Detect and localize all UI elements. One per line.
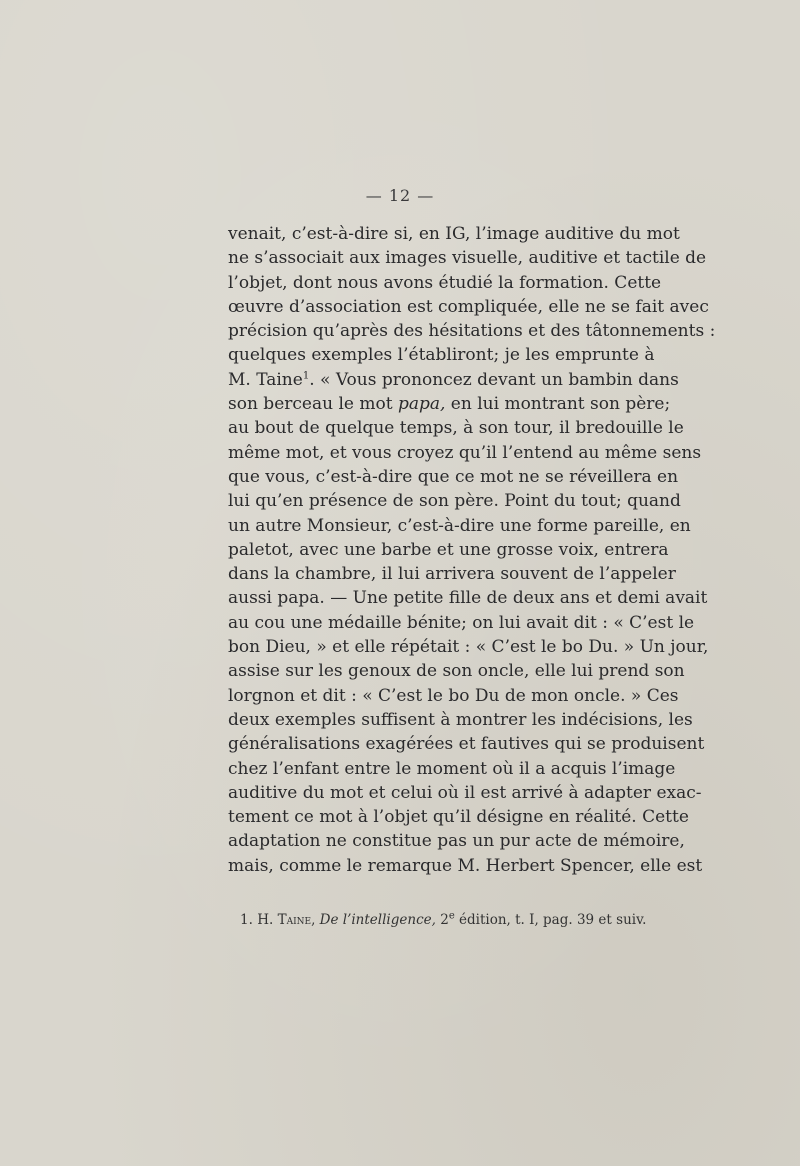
text-line: l’objet, dont nous avons étudié la formation. Cette bbox=[228, 272, 662, 293]
text-line: précision qu’après des hésitations et des tâtonnements : bbox=[228, 321, 716, 342]
footnote-rest: édition, t. I, pag. 39 et suiv. bbox=[454, 912, 647, 928]
text-line: ne s’associait aux images visuelle, auditive et tactile de bbox=[228, 248, 707, 269]
text-line: un autre Monsieur, c’est-à-dire une forme pareille, en bbox=[228, 515, 691, 536]
text-line: adaptation ne constitue pas un pur acte de mémoire, bbox=[228, 831, 685, 852]
text-line: quelques exemples l’établiront; je les emprunte à bbox=[228, 345, 655, 366]
text-line: au bout de quelque temps, à son tour, il bredouille le bbox=[228, 418, 684, 439]
page-number: — 12 — bbox=[365, 186, 435, 205]
text-line: lui qu’en présence de son père. Point du tout; quand bbox=[228, 491, 681, 512]
text-line: deux exemples suffisent à montrer les indécisions, les bbox=[228, 709, 693, 730]
text-line: dans la chambre, il lui arrivera souvent de l’appeler bbox=[228, 564, 676, 585]
text-line: même mot, et vous croyez qu’il l’entend au même sens bbox=[228, 442, 702, 463]
italic-word: papa, bbox=[397, 394, 446, 415]
footnote-number: 1. bbox=[240, 912, 253, 928]
text-line: auditive du mot et celui où il est arrivé à adapter exac- bbox=[228, 782, 702, 803]
text-line: chez l’enfant entre le moment où il a acquis l’image bbox=[228, 758, 676, 779]
text-segment: en lui montrant son père; bbox=[445, 394, 671, 415]
footnote-edition-suffix: e bbox=[448, 910, 455, 922]
footnote-edition: 2 bbox=[440, 912, 449, 928]
text-line: lorgnon et dit : « C’est le bo Du de mon oncle. » Ces bbox=[228, 685, 679, 706]
text-line: généralisations exagérées et fautives qui se produisent bbox=[228, 734, 705, 755]
text-line: paletot, avec une barbe et une grosse voix, entrera bbox=[228, 539, 669, 560]
text-line: au cou une médaille bénite; on lui avait dit : « C’est le bbox=[228, 612, 695, 633]
text-line: que vous, c’est-à-dire que ce mot ne se réveillera en bbox=[228, 466, 679, 487]
text-line: assise sur les genoux de son oncle, elle lui prend son bbox=[228, 661, 685, 682]
text-line-with-footnote-ref bbox=[228, 368, 679, 392]
text-line: bon Dieu, » et elle répétait : « C’est le bo Du. » Un jour, bbox=[228, 637, 709, 658]
text-line: aussi papa. — Une petite fille de deux ans et demi avait bbox=[228, 588, 708, 609]
text-segment: son berceau le mot bbox=[228, 394, 393, 415]
footnote-reference: 1 bbox=[302, 370, 310, 382]
text-line-with-italic bbox=[228, 392, 671, 416]
text-segment: . « Vous prononcez devant un bambin dans bbox=[309, 369, 679, 390]
footnote bbox=[240, 912, 660, 928]
text-segment: M. Taine bbox=[228, 369, 303, 390]
text-line: œuvre d’association est compliquée, elle ne se fait avec bbox=[228, 296, 709, 317]
footnote-title: De l’intelligence, bbox=[319, 912, 436, 928]
text-line: mais, comme le remarque M. Herbert Spencer, elle est bbox=[228, 855, 703, 876]
text-line: tement ce mot à l’objet qu’il désigne en réalité. Cette bbox=[228, 807, 689, 828]
footnote-author-prefix: H. bbox=[257, 912, 274, 928]
text-line: venait, c’est-à-dire si, en IG, l’image auditive du mot bbox=[228, 224, 680, 244]
body-text bbox=[228, 222, 716, 878]
footnote-author-name: Taine, bbox=[277, 912, 316, 928]
